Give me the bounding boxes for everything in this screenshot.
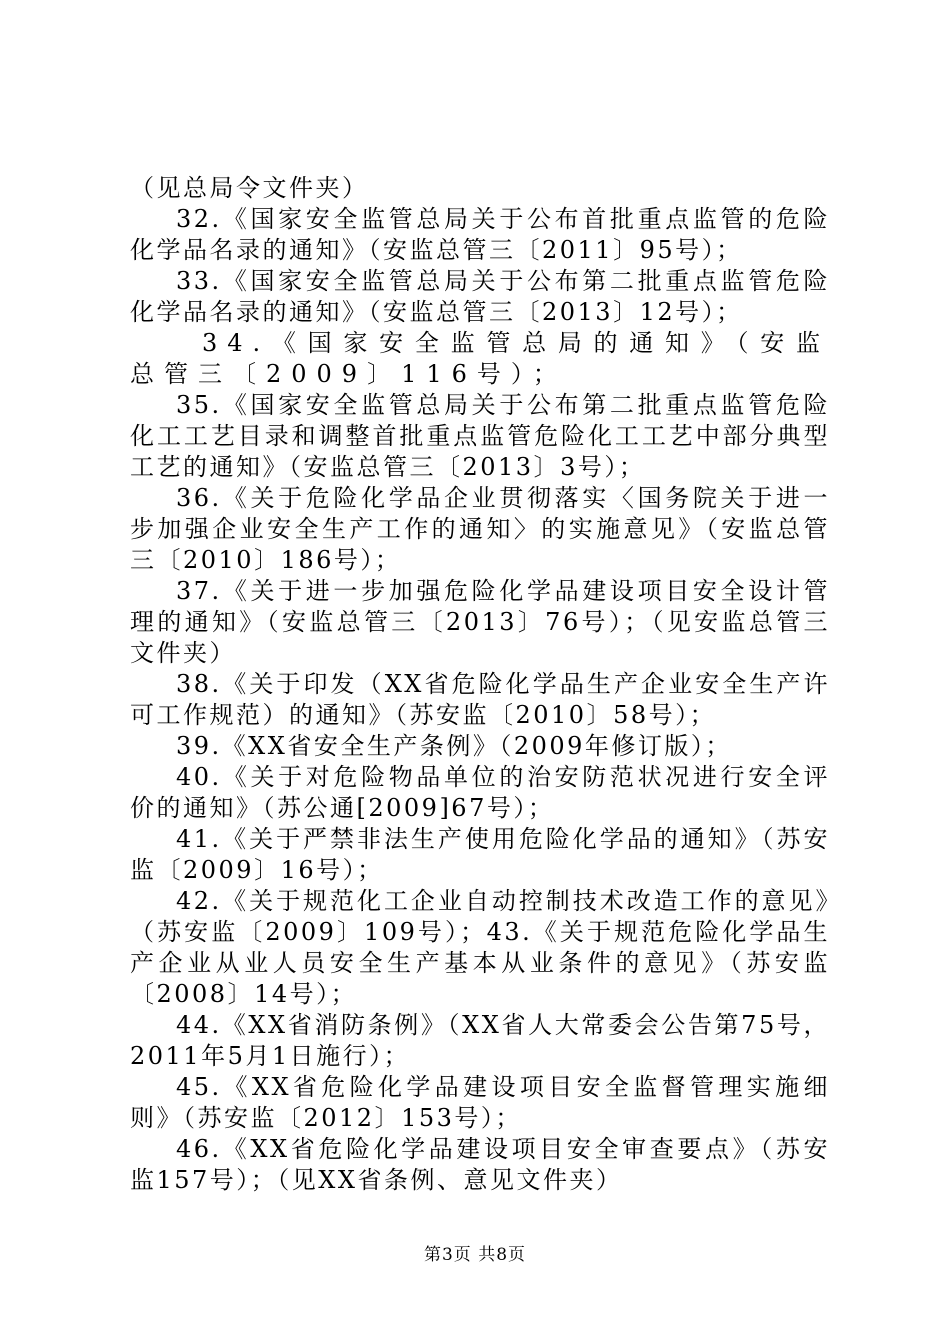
paragraph: 37.《关于进一步加强危险化学品建设项目安全设计管理的通知》（安监总管三〔2013〕76号）；（见安监总管三文件夹） (130, 577, 830, 667)
paragraph: 38.《关于印发（XX省危险化学品生产企业安全生产许可工作规范）的通知》（苏安监〔2010〕58号）； (130, 670, 830, 729)
paragraph: 46.《XX省危险化学品建设项目安全审查要点》（苏安监157号）；（见XX省条例、意见文件夹） (130, 1135, 830, 1194)
paragraph: 45.《XX省危险化学品建设项目安全监督管理实施细则》（苏安监〔2012〕153号）； (130, 1073, 830, 1132)
paragraph: 41.《关于严禁非法生产使用危险化学品的通知》（苏安监〔2009〕16号）； (130, 825, 830, 884)
paragraph: 42.《关于规范化工企业自动控制技术改造工作的意见》（苏安监〔2009〕109号）；43.《关于规范危险化学品生产企业从业人员安全生产基本从业条件的意见》（苏安监〔2008〕14号）； (130, 887, 830, 1008)
paragraph: 39.《XX省安全生产条例》（2009年修订版）； (176, 732, 732, 760)
paragraph: 32.《国家安全监管总局关于公布首批重点监管的危险化学品名录的通知》（安监总管三〔2011〕95号）； (130, 205, 830, 264)
paragraph: 40.《关于对危险物品单位的治安防范状况进行安全评价的通知》（苏公通[2009]67号）； (130, 763, 830, 822)
paragraph: 35.《国家安全监管总局关于公布第二批重点监管危险化工工艺目录和调整首批重点监管危险化工工艺中部分典型工艺的通知》（安监总管三〔2013〕3号）； (130, 391, 830, 481)
paragraph: 44.《XX省消防条例》（XX省人大常委会公告第75号，2011年5月1日施行）； (130, 1011, 830, 1070)
paragraph: （见总局令文件夹） (130, 174, 369, 202)
paragraph: 36.《关于危险化学品企业贯彻落实〈国务院关于进一步加强企业安全生产工作的通知〉的实施意见》（安监总管三〔2010〕186号）； (130, 484, 830, 574)
paragraph: 34.《国家安全监管总局的通知》（安监总管三〔2009〕116号）； (130, 329, 830, 388)
page-footer: 第3页 共8页 (423, 1245, 527, 1265)
document-body (130, 173, 830, 1196)
paragraph: 33.《国家安全监管总局关于公布第二批重点监管危险化学品名录的通知》（安监总管三〔2013〕12号）； (130, 267, 830, 326)
